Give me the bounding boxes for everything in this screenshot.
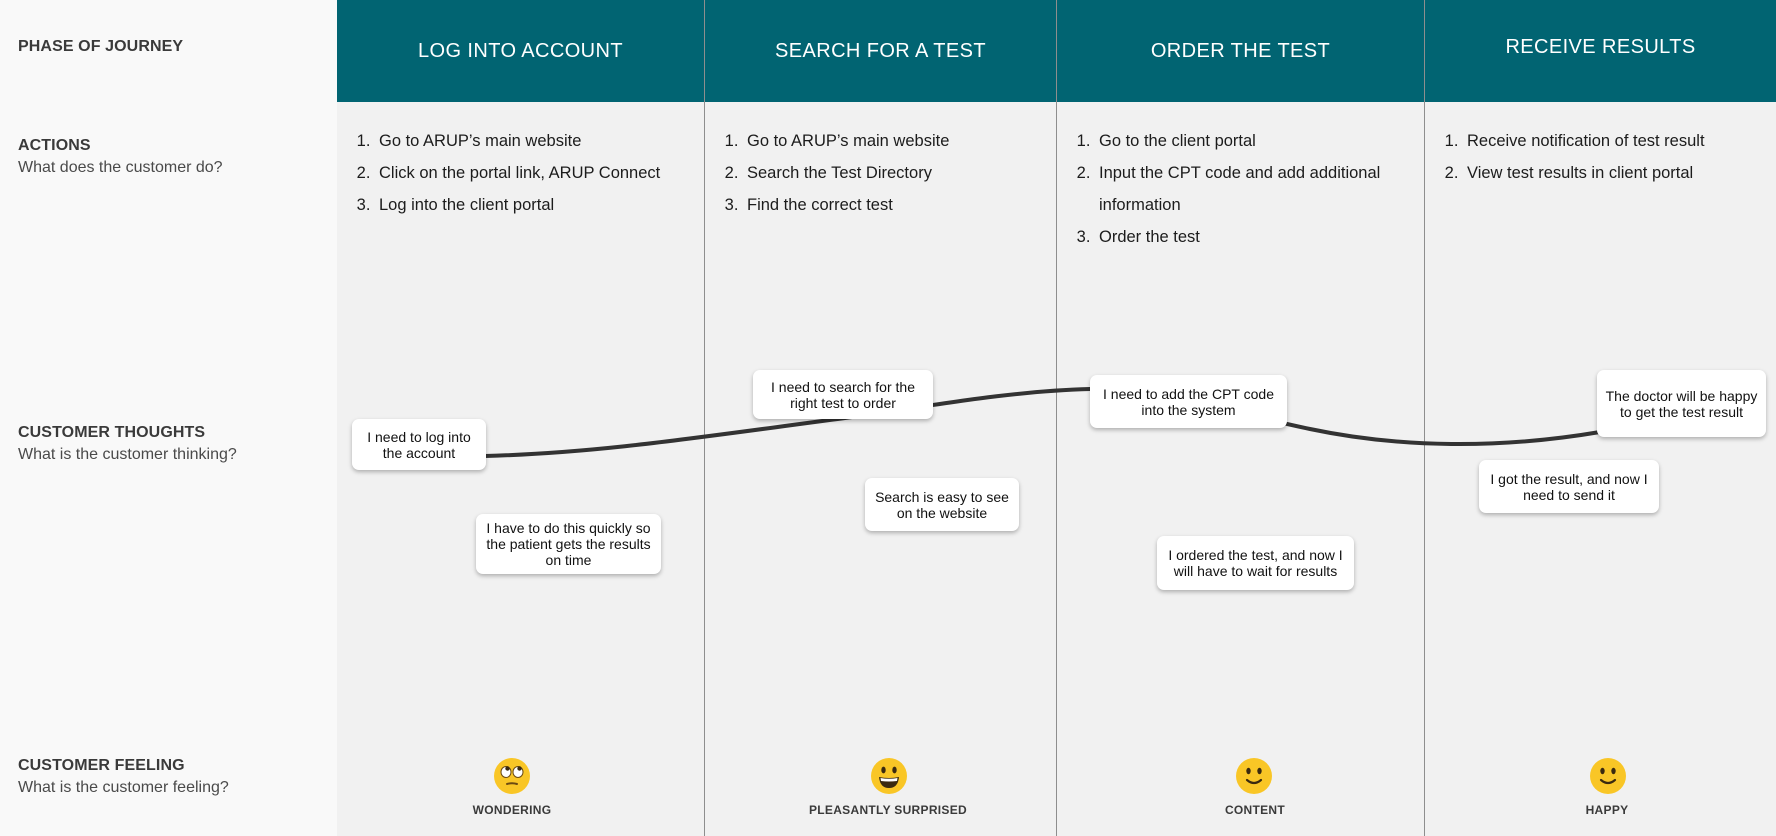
thought-bubble: I ordered the test, and now I will have to wait for results (1157, 536, 1354, 590)
action-item: 1. Go to the client portal (1095, 125, 1415, 157)
thought-bubble: I have to do this quickly so the patient gets the results on time (476, 514, 661, 574)
thought-bubble: I need to log into the account (352, 419, 486, 470)
action-item: 2. Click on the portal link, ARUP Connect (375, 157, 710, 189)
action-item: 3. Order the test (1095, 221, 1415, 253)
action-item: 1. Go to ARUP’s main website (743, 125, 1063, 157)
row-title: CUSTOMER FEELING (18, 757, 185, 774)
thought-bubble: I got the result, and now I need to send it (1479, 460, 1659, 513)
row-title: PHASE OF JOURNEY (18, 38, 184, 55)
grinning-face-icon (871, 758, 907, 794)
row-title: CUSTOMER THOUGHTS (18, 424, 206, 441)
feeling-label: PLEASANTLY SURPRISED (808, 803, 968, 817)
thought-bubble: I need to search for the right test to order (753, 370, 933, 419)
face-with-rolling-eyes-icon (494, 758, 530, 794)
action-item: 2. View test results in client portal (1463, 157, 1776, 189)
slightly-smiling-face-icon (1590, 758, 1626, 794)
action-item: 1. Receive notification of test result (1463, 125, 1776, 157)
action-item: 3. Find the correct test (743, 189, 1063, 221)
slightly-smiling-face-icon (1236, 758, 1272, 794)
action-item: 1. Go to ARUP’s main website (375, 125, 710, 157)
thought-bubble: Search is easy to see on the website (865, 478, 1019, 531)
action-item: 3. Log into the client portal (375, 189, 710, 221)
thought-bubble: I need to add the CPT code into the system (1090, 375, 1287, 428)
phase-title: SEARCH FOR A TEST (775, 39, 986, 62)
feeling-label: CONTENT (1224, 803, 1286, 817)
phase-title: RECEIVE RESULTS (1505, 35, 1696, 58)
action-item: 2. Input the CPT code and add additional information (1095, 157, 1415, 221)
row-title: ACTIONS (18, 137, 91, 154)
row-subtitle: What does the customer do? (18, 159, 223, 176)
row-subtitle: What is the customer thinking? (18, 446, 237, 463)
phase-title: LOG INTO ACCOUNT (418, 39, 623, 62)
feeling-label: HAPPY (1585, 803, 1629, 817)
thought-bubble: The doctor will be happy to get the test result (1597, 370, 1766, 437)
action-item: 2. Search the Test Directory (743, 157, 1063, 189)
row-subtitle: What is the customer feeling? (18, 779, 229, 796)
feeling-label: WONDERING (472, 803, 552, 817)
phase-title: ORDER THE TEST (1150, 39, 1331, 62)
